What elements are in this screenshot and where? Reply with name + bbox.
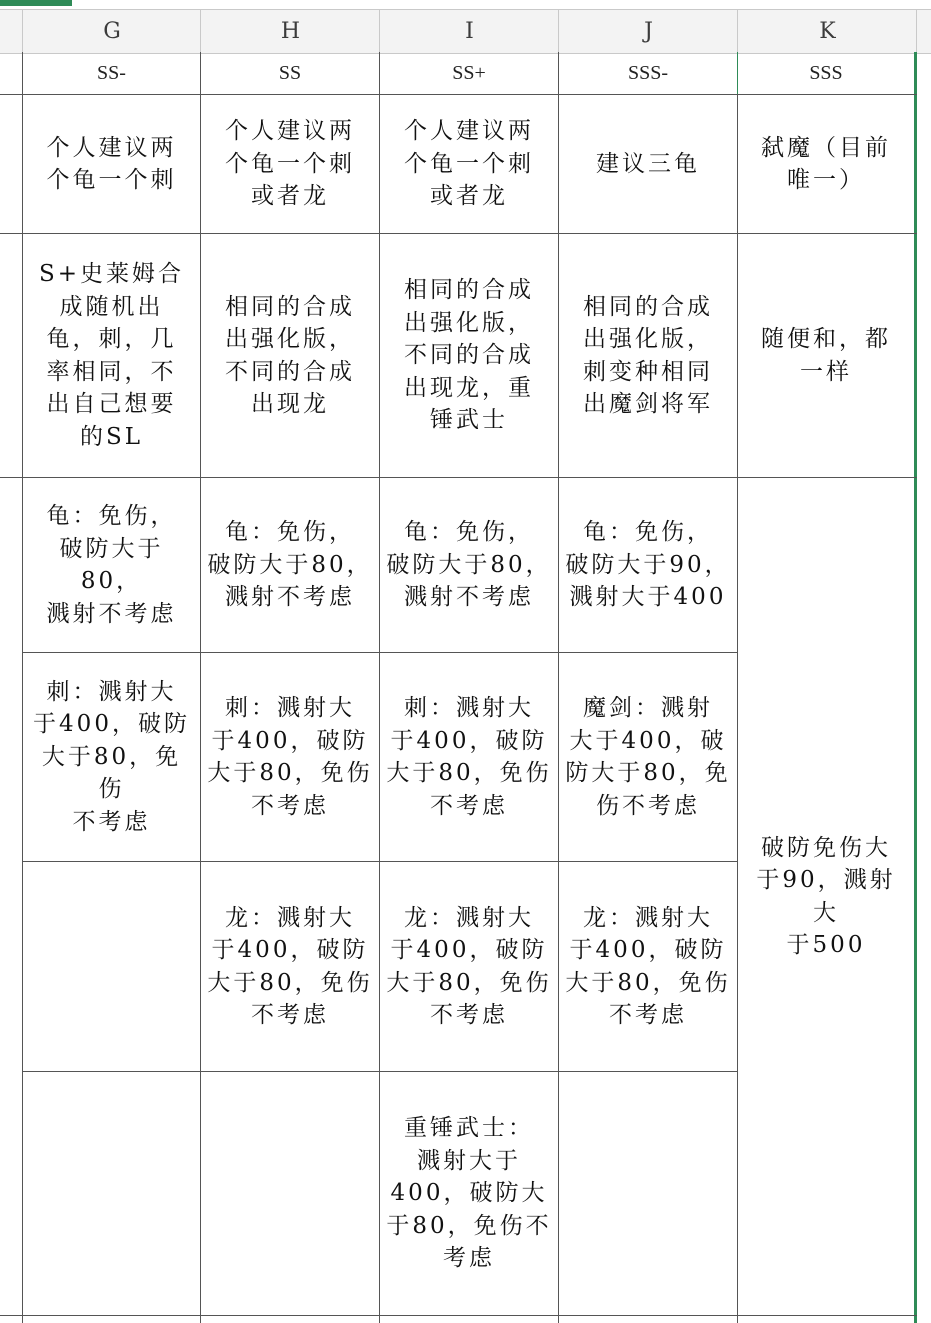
cell-spike-j[interactable]: 魔剑：溅射 大于400，破 防大于80，免 伤不考虑 bbox=[565, 695, 731, 819]
column-header-j[interactable]: J bbox=[558, 10, 738, 53]
column-header-i[interactable]: I bbox=[379, 10, 559, 53]
cell-hammer-j[interactable] bbox=[559, 1072, 737, 1315]
cell-synthesis-g[interactable]: S+史莱姆合 成随机出 龟，刺，几 率相同，不 出自己想要 的SL bbox=[38, 261, 185, 450]
cell-team-j[interactable]: 建议三龟 bbox=[596, 150, 700, 177]
cell-hammer-h[interactable] bbox=[201, 1072, 379, 1315]
grid-line bbox=[0, 1315, 917, 1316]
cell-turtle-i[interactable]: 龟：免伤， 破防大于80， 溅射不考虑 bbox=[386, 519, 552, 611]
selection-border-right bbox=[914, 52, 917, 1323]
cell-hammer-g[interactable] bbox=[23, 1072, 200, 1315]
cell-spike-h[interactable]: 刺：溅射大 于400，破防 大于80，免伤 不考虑 bbox=[207, 695, 373, 819]
cell-synthesis-j[interactable]: 相同的合成 出强化版， 刺变种相同 出魔剑将军 bbox=[583, 293, 713, 417]
column-header-k[interactable]: K bbox=[737, 10, 917, 53]
cell-sss-stats-merged[interactable]: 破防免伤大 于90，溅射大 于500 bbox=[756, 834, 896, 958]
column-header-h[interactable]: H bbox=[200, 10, 380, 53]
cell-dragon-j[interactable]: 龙：溅射大 于400，破防 大于80，免伤 不考虑 bbox=[565, 904, 731, 1028]
cell-tier-k[interactable]: SSS bbox=[809, 62, 843, 85]
column-header-g[interactable]: G bbox=[22, 10, 201, 53]
cell-tier-j[interactable]: SSS- bbox=[627, 62, 669, 85]
cell-dragon-i[interactable]: 龙：溅射大 于400，破防 大于80，免伤 不考虑 bbox=[386, 904, 552, 1028]
cell-team-i[interactable]: 个人建议两 个龟一个刺 或者龙 bbox=[404, 118, 534, 210]
column-header-row bbox=[0, 9, 931, 54]
cell-tier-i[interactable]: SS+ bbox=[452, 62, 486, 85]
cell-dragon-h[interactable]: 龙：溅射大 于400，破防 大于80，免伤 不考虑 bbox=[207, 904, 373, 1028]
cell-tier-g[interactable]: SS- bbox=[97, 62, 126, 85]
cell-spike-i[interactable]: 刺：溅射大 于400，破防 大于80，免伤 不考虑 bbox=[386, 695, 552, 819]
cell-team-g[interactable]: 个人建议两 个龟一个刺 bbox=[46, 134, 177, 193]
cell-team-k[interactable]: 弑魔（目前 唯一） bbox=[761, 134, 891, 193]
cell-tier-h[interactable]: SS bbox=[278, 62, 302, 85]
cell-turtle-g[interactable]: 龟：免伤， 破防大于80， 溅射不考虑 bbox=[46, 503, 177, 627]
sheet-tab-indicator bbox=[0, 0, 72, 6]
cell-team-h[interactable]: 个人建议两 个龟一个刺 或者龙 bbox=[225, 118, 355, 210]
cell-hammer-i[interactable]: 重锤武士： 溅射大于 400，破防大 于80，免伤不 考虑 bbox=[386, 1115, 552, 1272]
column-header-next[interactable] bbox=[916, 10, 931, 53]
cell-synthesis-k[interactable]: 随便和，都 一样 bbox=[761, 326, 891, 385]
cell-spike-g[interactable]: 刺：溅射大 于400，破防 大于80，免伤 不考虑 bbox=[33, 678, 190, 835]
cell-dragon-g[interactable] bbox=[23, 862, 200, 1071]
cell-turtle-j[interactable]: 龟：免伤， 破防大于90， 溅射大于400 bbox=[565, 519, 731, 611]
cell-synthesis-h[interactable]: 相同的合成 出强化版， 不同的合成 出现龙 bbox=[225, 293, 355, 417]
cell-synthesis-i[interactable]: 相同的合成 出强化版， 不同的合成 出现龙，重 锤武士 bbox=[404, 277, 534, 434]
cell-turtle-h[interactable]: 龟：免伤， 破防大于80， 溅射不考虑 bbox=[207, 519, 373, 611]
